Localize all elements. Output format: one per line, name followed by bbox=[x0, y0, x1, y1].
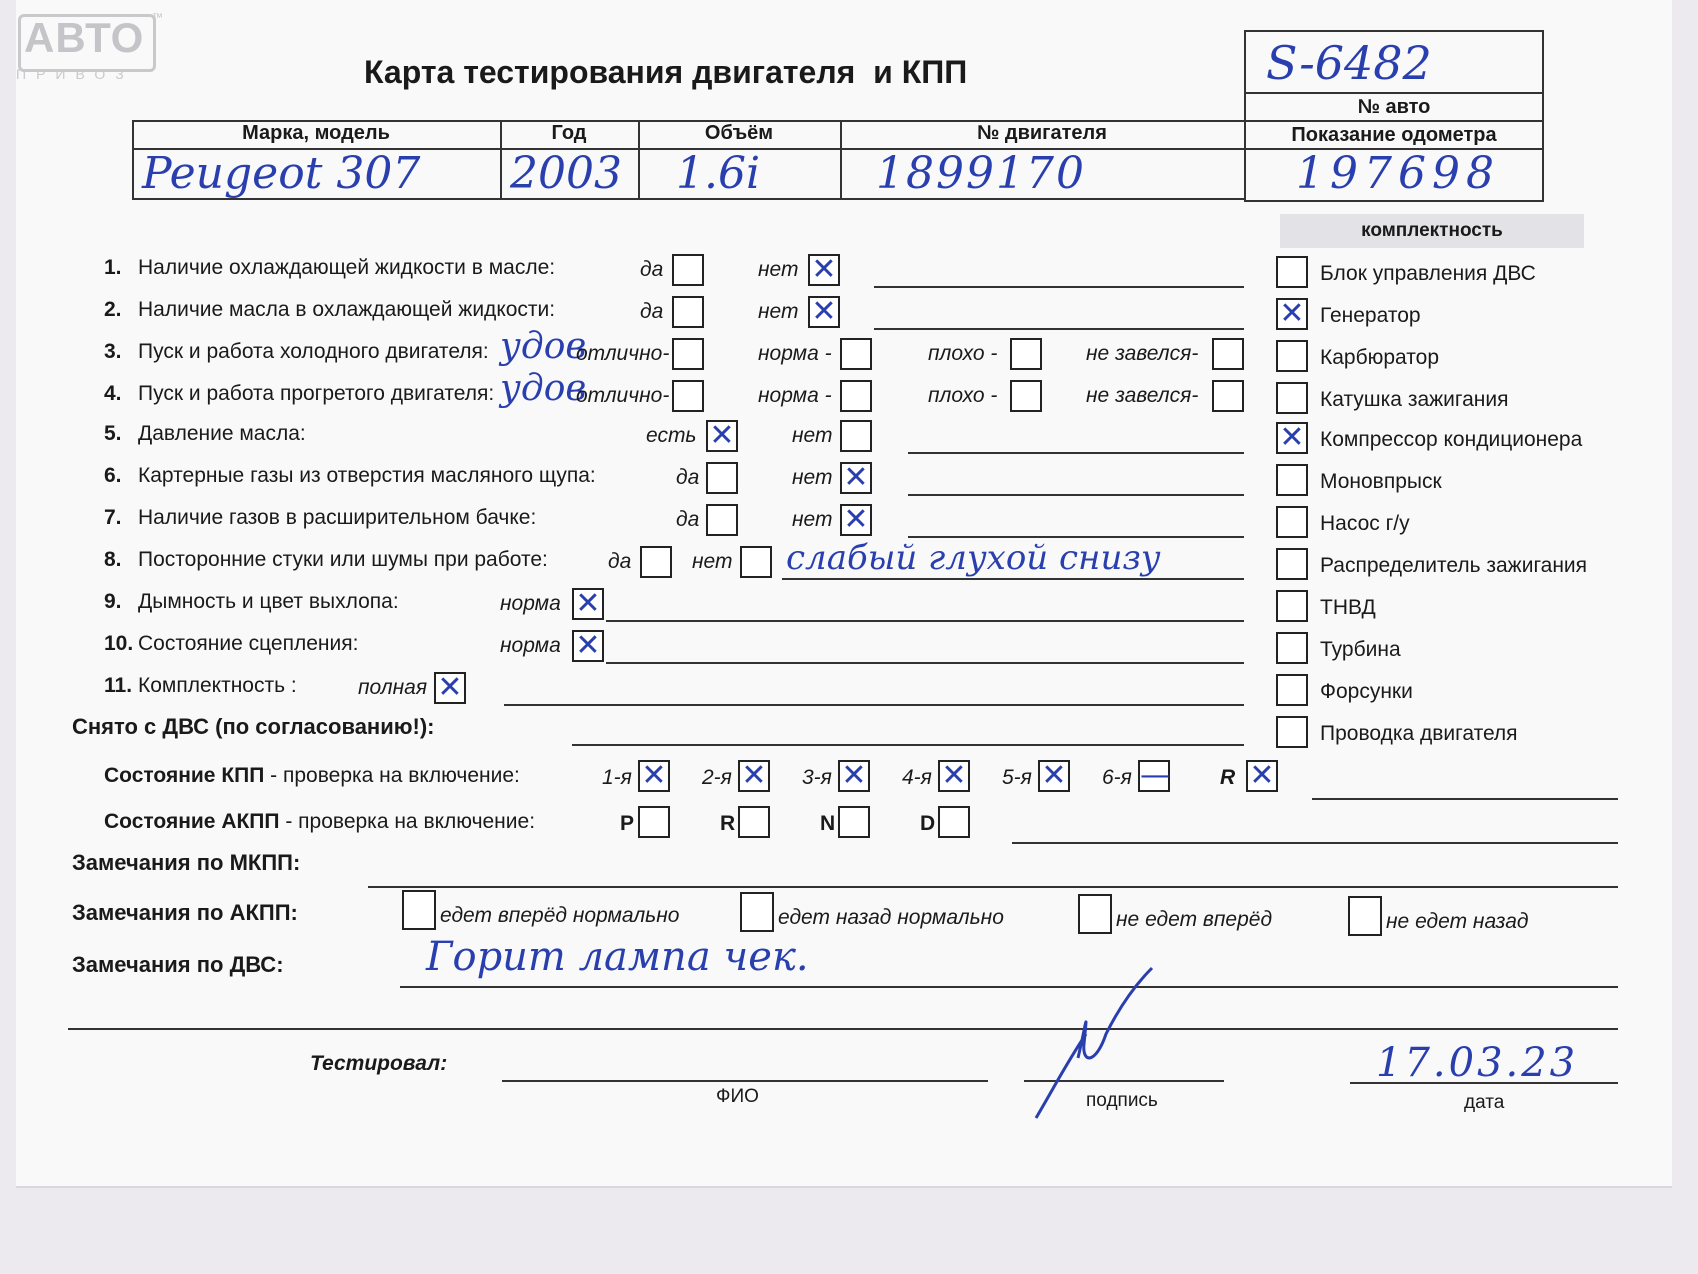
remarks-mkpp-label: Замечания по МКПП: bbox=[72, 850, 301, 875]
gear-3-mark: ✕ bbox=[841, 758, 867, 793]
remarks-dvs-note: Горит лампа чек. bbox=[426, 934, 809, 980]
manual-gearbox-label bbox=[104, 764, 520, 788]
gear-3-checkbox[interactable] bbox=[838, 760, 870, 792]
q8-text: Посторонние стуки или шумы при работе: bbox=[138, 548, 548, 571]
gear-5-checkbox[interactable] bbox=[1038, 760, 1070, 792]
completeness-checkbox-distributor[interactable] bbox=[1276, 548, 1308, 580]
ac-compressor-mark: ✕ bbox=[1279, 420, 1305, 455]
completeness-checkbox-tnvd[interactable] bbox=[1276, 590, 1308, 622]
q9-text: Дымность и цвет выхлопа: bbox=[138, 590, 399, 613]
date-label: дата bbox=[1464, 1092, 1505, 1113]
col-year: Год bbox=[551, 122, 587, 144]
q3-excellent-checkbox[interactable] bbox=[672, 338, 704, 370]
q2-yes-label: да bbox=[640, 300, 664, 323]
q5-number: 5. bbox=[104, 422, 122, 445]
q2-no-mark: ✕ bbox=[811, 294, 837, 329]
completeness-item-injectors: Форсунки bbox=[1320, 680, 1413, 703]
q3-text: Пуск и работа холодного двигателя: bbox=[138, 340, 489, 363]
q10-norm-mark: ✕ bbox=[575, 628, 601, 663]
akpp-no-back-label: не едет назад bbox=[1386, 910, 1529, 933]
gear-2-label: 2-я bbox=[702, 766, 732, 789]
gear-r-checkbox[interactable] bbox=[1246, 760, 1278, 792]
generator-mark: ✕ bbox=[1279, 296, 1305, 331]
completeness-checkbox-mono-injection[interactable] bbox=[1276, 464, 1308, 496]
q6-no-mark: ✕ bbox=[843, 460, 869, 495]
odometer-value: 197698 bbox=[1296, 148, 1500, 199]
logo-tm: ™ bbox=[152, 12, 163, 24]
completeness-checkbox-generator[interactable] bbox=[1276, 298, 1308, 330]
fio-label: ФИО bbox=[716, 1086, 759, 1107]
q7-no-label: нет bbox=[792, 508, 833, 531]
q2-yes-checkbox[interactable] bbox=[672, 296, 704, 328]
auto-d-checkbox[interactable] bbox=[938, 806, 970, 838]
akpp-back-ok-checkbox[interactable] bbox=[740, 892, 774, 932]
gear-2-mark: ✕ bbox=[741, 758, 767, 793]
auto-number-value: S-6482 bbox=[1266, 36, 1432, 90]
completeness-checkbox-ecu[interactable] bbox=[1276, 256, 1308, 288]
q3-not-started-label: не завелся- bbox=[1086, 342, 1199, 365]
q2-number: 2. bbox=[104, 298, 122, 321]
completeness-title: комплектность bbox=[1361, 220, 1503, 241]
completeness-item-wiring: Проводка двигателя bbox=[1320, 722, 1518, 745]
gear-2-checkbox[interactable] bbox=[738, 760, 770, 792]
q5-text: Давление масла: bbox=[138, 422, 306, 445]
gear-r-label: R bbox=[1220, 766, 1236, 789]
tested-by-label: Тестировал: bbox=[310, 1052, 448, 1075]
gear-4-mark: ✕ bbox=[941, 758, 967, 793]
completeness-item-ac-compressor: Компрессор кондиционера bbox=[1320, 428, 1583, 451]
q7-yes-label: да bbox=[676, 508, 700, 531]
year-value: 2003 bbox=[510, 148, 622, 199]
gear-6-label: 6-я bbox=[1102, 766, 1132, 789]
gear-3-label: 3-я bbox=[802, 766, 832, 789]
completeness-item-distributor: Распределитель зажигания bbox=[1320, 554, 1588, 577]
completeness-checkbox-wiring[interactable] bbox=[1276, 716, 1308, 748]
q11-number: 11. bbox=[104, 674, 133, 697]
q1-text: Наличие охлаждающей жидкости в масле: bbox=[138, 256, 556, 279]
q4-not-started-checkbox[interactable] bbox=[1212, 380, 1244, 412]
q3-norm-checkbox[interactable] bbox=[840, 338, 872, 370]
auto-d-label: D bbox=[920, 812, 936, 835]
col-engine-number: № двигателя bbox=[977, 122, 1107, 144]
manual-gearbox-label-bold: Состояние КПП bbox=[104, 764, 265, 787]
q1-no-checkbox[interactable] bbox=[808, 254, 840, 286]
auto-r-label: R bbox=[720, 812, 736, 835]
completeness-checkbox-carburetor[interactable] bbox=[1276, 340, 1308, 372]
q6-no-label: нет bbox=[792, 466, 833, 489]
auto-r-checkbox[interactable] bbox=[738, 806, 770, 838]
q10-number: 10. bbox=[104, 632, 134, 655]
signature-scribble bbox=[1026, 964, 1176, 1124]
q8-no-label: нет bbox=[692, 550, 733, 573]
auto-n-label: N bbox=[820, 812, 836, 835]
q4-bad-label: плохо - bbox=[928, 384, 998, 407]
q3-norm-label: норма - bbox=[758, 342, 832, 365]
gear-4-label: 4-я bbox=[902, 766, 932, 789]
auto-gearbox-label-rest: - проверка на включение: bbox=[279, 810, 536, 833]
gear-1-label: 1-я bbox=[602, 766, 632, 789]
q9-norm-checkbox[interactable] bbox=[572, 588, 604, 620]
gear-r-mark: ✕ bbox=[1249, 758, 1275, 793]
q2-no-checkbox[interactable] bbox=[808, 296, 840, 328]
gear-1-mark: ✕ bbox=[641, 758, 667, 793]
q7-yes-checkbox[interactable] bbox=[706, 504, 738, 536]
page-title: Карта тестирования двигателя и КПП bbox=[364, 54, 968, 90]
auto-number-label: № авто bbox=[1357, 96, 1431, 118]
q5-has-mark: ✕ bbox=[709, 418, 735, 453]
q6-yes-label: да bbox=[676, 466, 700, 489]
q6-no-checkbox[interactable] bbox=[840, 462, 872, 494]
q7-number: 7. bbox=[104, 506, 122, 529]
remarks-dvs-label: Замечания по ДВС: bbox=[72, 952, 284, 977]
q11-full-checkbox[interactable] bbox=[434, 672, 466, 704]
q4-handwritten-note: удов bbox=[500, 368, 587, 409]
q2-text: Наличие масла в охлаждающей жидкости: bbox=[138, 298, 556, 321]
q1-yes-label: да bbox=[640, 258, 664, 281]
q3-not-started-checkbox[interactable] bbox=[1212, 338, 1244, 370]
manual-gearbox-label-rest: - проверка на включение: bbox=[264, 764, 520, 787]
q4-number: 4. bbox=[104, 382, 122, 405]
q5-has-label: есть bbox=[646, 424, 697, 447]
q3-bad-label: плохо - bbox=[928, 342, 998, 365]
q3-bad-checkbox[interactable] bbox=[1010, 338, 1042, 370]
completeness-item-tnvd: ТНВД bbox=[1320, 596, 1376, 619]
q4-not-started-label: не завелся- bbox=[1086, 384, 1199, 407]
q6-text: Картерные газы из отверстия масляного щупа: bbox=[138, 464, 596, 487]
q1-number: 1. bbox=[104, 256, 122, 279]
completeness-checkbox-ignition-coil[interactable] bbox=[1276, 382, 1308, 414]
akpp-no-forward-label: не едет вперёд bbox=[1116, 908, 1273, 931]
completeness-item-ignition-coil: Катушка зажигания bbox=[1320, 388, 1509, 411]
completeness-item-carburetor: Карбюратор bbox=[1320, 346, 1440, 369]
removed-from-engine-label: Снято с ДВС (по согласованию!): bbox=[72, 714, 435, 739]
col-make-model: Марка, модель bbox=[242, 122, 390, 144]
completeness-item-generator: Генератор bbox=[1320, 304, 1421, 327]
q8-yes-checkbox[interactable] bbox=[640, 546, 672, 578]
q8-yes-label: да bbox=[608, 550, 632, 573]
q10-norm-checkbox[interactable] bbox=[572, 630, 604, 662]
auto-p-checkbox[interactable] bbox=[638, 806, 670, 838]
q6-number: 6. bbox=[104, 464, 122, 487]
q4-bad-checkbox[interactable] bbox=[1010, 380, 1042, 412]
signature-label: подпись bbox=[1086, 1090, 1158, 1111]
q4-excellent-checkbox[interactable] bbox=[672, 380, 704, 412]
completeness-checkbox-turbine[interactable] bbox=[1276, 632, 1308, 664]
logo-main-text: АВТО bbox=[24, 14, 145, 61]
q5-has-checkbox[interactable] bbox=[706, 420, 738, 452]
q4-norm-label: норма - bbox=[758, 384, 832, 407]
q4-text: Пуск и работа прогретого двигателя: bbox=[138, 382, 495, 405]
q11-text: Комплектность : bbox=[138, 674, 297, 697]
q11-full-label: полная bbox=[358, 676, 428, 699]
q3-excellent-label: отлично- bbox=[576, 342, 670, 365]
q7-text: Наличие газов в расширительном бачке: bbox=[138, 506, 537, 529]
q8-number: 8. bbox=[104, 548, 122, 571]
completeness-list bbox=[1276, 256, 1656, 756]
auto-gearbox-label bbox=[104, 810, 535, 834]
engine-number-value: 1899170 bbox=[876, 148, 1086, 199]
q11-full-mark: ✕ bbox=[437, 670, 463, 705]
gear-5-label: 5-я bbox=[1002, 766, 1032, 789]
q4-norm-checkbox[interactable] bbox=[840, 380, 872, 412]
q10-text: Состояние сцепления: bbox=[138, 632, 359, 655]
q10-norm-label: норма bbox=[500, 634, 561, 657]
q3-handwritten-note: удов bbox=[500, 326, 587, 367]
gear-1-checkbox[interactable] bbox=[638, 760, 670, 792]
test-card-sheet bbox=[16, 0, 1672, 1186]
q4-excellent-label: отлично- bbox=[576, 384, 670, 407]
q7-no-mark: ✕ bbox=[843, 502, 869, 537]
akpp-back-ok-label: едет назад нормально bbox=[778, 906, 1004, 929]
q5-no-label: нет bbox=[792, 424, 833, 447]
q5-no-checkbox[interactable] bbox=[840, 420, 872, 452]
q9-norm-label: норма bbox=[500, 592, 561, 615]
akpp-no-forward-checkbox[interactable] bbox=[1078, 894, 1112, 934]
col-volume: Объём bbox=[704, 122, 774, 144]
completeness-item-turbine: Турбина bbox=[1320, 638, 1401, 661]
q9-number: 9. bbox=[104, 590, 122, 613]
q6-yes-checkbox[interactable] bbox=[706, 462, 738, 494]
gear-4-checkbox[interactable] bbox=[938, 760, 970, 792]
gear-6-checkbox[interactable] bbox=[1138, 760, 1170, 792]
auto-n-checkbox[interactable] bbox=[838, 806, 870, 838]
completeness-item-mono-injection: Моновпрыск bbox=[1320, 470, 1442, 493]
q8-no-checkbox[interactable] bbox=[740, 546, 772, 578]
volume-value: 1.6i bbox=[676, 148, 761, 199]
completeness-item-ecu: Блок управления ДВС bbox=[1320, 262, 1536, 285]
q9-norm-mark: ✕ bbox=[575, 586, 601, 621]
auto-gearbox-label-bold: Состояние АКПП bbox=[104, 810, 280, 833]
completeness-item-ps-pump: Насос г/у bbox=[1320, 512, 1410, 535]
auto-p-label: P bbox=[620, 812, 635, 835]
q3-number: 3. bbox=[104, 340, 122, 363]
q7-no-checkbox[interactable] bbox=[840, 504, 872, 536]
gear-6-mark: — bbox=[1140, 758, 1170, 793]
completeness-checkbox-ac-compressor[interactable] bbox=[1276, 422, 1308, 454]
akpp-forward-ok-checkbox[interactable] bbox=[402, 890, 436, 930]
q1-yes-checkbox[interactable] bbox=[672, 254, 704, 286]
odometer-label: Показание одометра bbox=[1291, 124, 1497, 146]
q8-handwritten-note: слабый глухой снизу bbox=[786, 538, 1161, 578]
gear-5-mark: ✕ bbox=[1041, 758, 1067, 793]
completeness-checkbox-injectors[interactable] bbox=[1276, 674, 1308, 706]
q1-no-mark: ✕ bbox=[811, 252, 837, 287]
make-model-value: Peugeot 307 bbox=[142, 148, 421, 199]
completeness-checkbox-ps-pump[interactable] bbox=[1276, 506, 1308, 538]
logo-sub-text: ПРИВОЗ bbox=[16, 66, 134, 82]
q2-no-label: нет bbox=[758, 300, 799, 323]
akpp-no-back-checkbox[interactable] bbox=[1348, 896, 1382, 936]
q1-no-label: нет bbox=[758, 258, 799, 281]
remarks-akpp-label: Замечания по АКПП: bbox=[72, 900, 298, 925]
akpp-forward-ok-label: едет вперёд нормально bbox=[440, 904, 680, 927]
date-value: 17.03.23 bbox=[1376, 1040, 1579, 1086]
